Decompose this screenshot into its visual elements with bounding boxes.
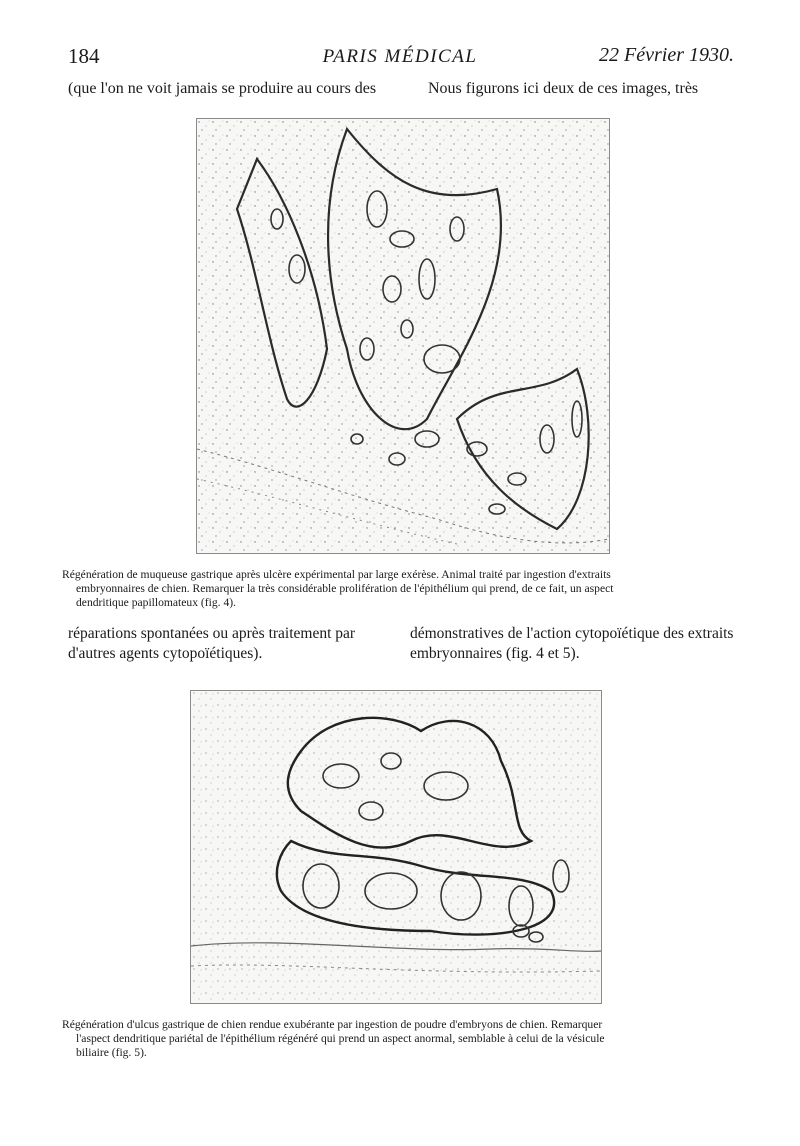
figure-4-caption-line-1: Régénération de muqueuse gastrique après ulcère expérimental par large exérèse. Animal traité par ingestion d'extraits bbox=[62, 568, 611, 581]
figure-5-caption-line-2: l'aspect dendritique pariétal de l'épithélium régénéré qui prend un aspect anormal, semblable à celui de la vésicule bbox=[76, 1032, 605, 1045]
body-text-middle-right: démonstratives de l'action cytopoïétique des extraits embryonnaires (fig. 4 et 5). bbox=[410, 625, 734, 662]
micrograph-illustration bbox=[197, 119, 609, 553]
figure-4-caption-line-2: embryonnaires de chien. Remarquer la très considérable prolifération de l'épithélium qui prend, de ce fait, un aspect bbox=[76, 582, 614, 595]
body-text-top-right: Nous figurons ici deux de ces images, très bbox=[428, 80, 699, 97]
figure-4-caption-line-3: dendritique papillomateux (fig. 4). bbox=[76, 596, 237, 609]
body-text-middle-left: réparations spontanées ou après traitement par d'autres agents cytopoïétiques). bbox=[68, 625, 356, 662]
page-number: 184 bbox=[68, 44, 100, 68]
issue-date: 22 Février 1930. bbox=[599, 44, 734, 66]
figure-4-caption bbox=[62, 568, 738, 610]
figure-5-caption bbox=[62, 1018, 738, 1060]
figure-4-micrograph bbox=[196, 118, 610, 554]
journal-title: PARIS MÉDICAL bbox=[322, 46, 478, 67]
figure-5-caption-line-3: biliaire (fig. 5). bbox=[76, 1046, 147, 1059]
figure-5-caption-line-1: Régénération d'ulcus gastrique de chien rendue exubérante par ingestion de poudre d'embryons de chien. Remarquer bbox=[62, 1018, 603, 1031]
micrograph-illustration-2 bbox=[191, 691, 601, 1003]
body-text-top-left: (que l'on ne voit jamais se produire au cours des bbox=[68, 80, 377, 97]
figure-5-micrograph bbox=[190, 690, 602, 1004]
